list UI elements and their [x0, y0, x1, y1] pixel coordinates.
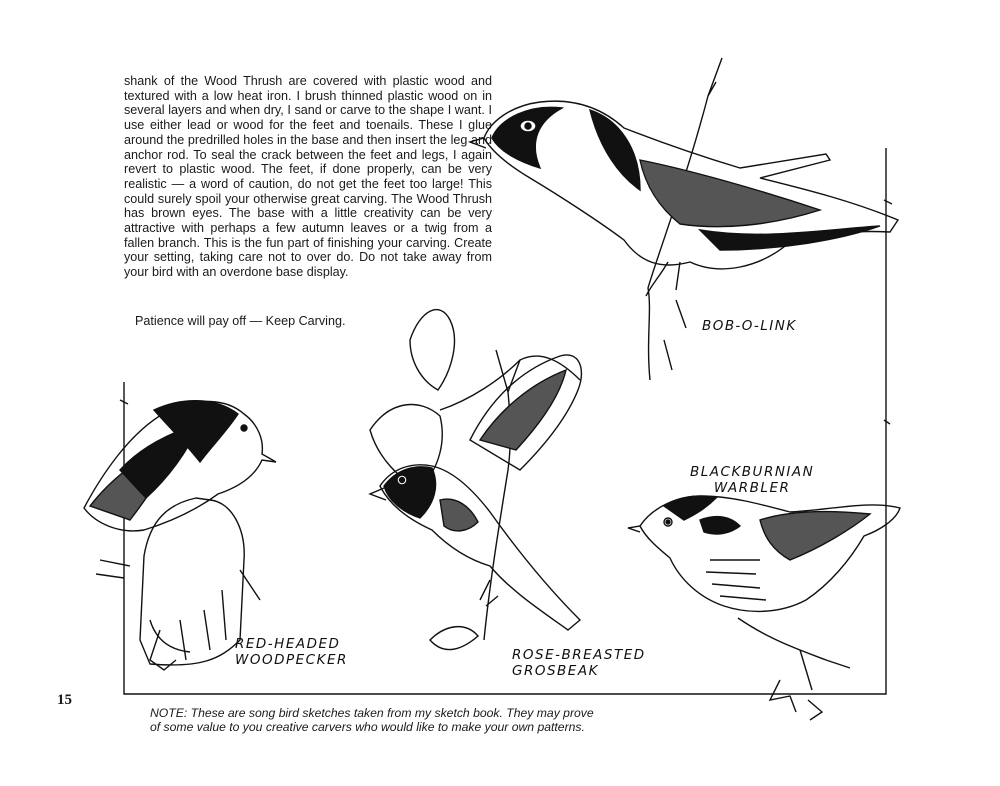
woodpecker-sketch: [84, 401, 276, 670]
grosbeak-sketch: [370, 310, 581, 650]
closing-line: Patience will pay off — Keep Carving.: [135, 314, 346, 328]
body-text: shank of the Wood Thrush are covered with plastic wood and textured with a low heat iron. I brush thinned plastic wood on in several layers and when dry, I sand or carve to the shape I want. I use either lead or wood for the feet and toenails. These I glue around the predrilled holes in the base and then insert the leg and anchor rod. To seal the crack between the feet and legs, I again revert to plastic wood. The feet, if done properly, can be very realistic — a word of caution, do not get the feet too large! This could surely spoil your otherwise great carving. The Wood Thrush has brown eyes. The base with a little creativity can be very attractive with perhaps a few autumn leaves or a twig from a fallen branch. This is the fun part of finishing your carving. Create your setting, taking care not to over do. Do not take away from your bird with an overdone base display.: [124, 74, 492, 280]
blackburnian-warbler-label: BLACKBURNIAN WARBLER: [690, 464, 815, 496]
red-headed-woodpecker-label: RED-HEADED WOODPECKER: [235, 636, 348, 668]
blackburnian-sketch: [628, 496, 900, 720]
bobolink-sketch: [470, 58, 898, 380]
page-number: 15: [57, 692, 72, 708]
sketch-note: NOTE: These are song bird sketches taken from my sketch book. They may prove of some value to you creative carvers who would like to make your own patterns.: [150, 706, 594, 734]
rose-breasted-grosbeak-label: ROSE-BREASTED GROSBEAK: [512, 647, 646, 679]
bobolink-label: BOB-O-LINK: [702, 318, 797, 334]
